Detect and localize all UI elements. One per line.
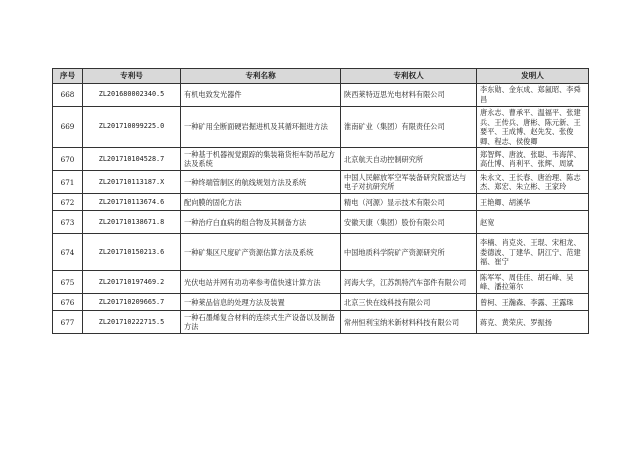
cell-seq: 677 — [53, 311, 83, 334]
cell-patent-number: ZL201710104528.7 — [83, 148, 181, 171]
cell-seq: 668 — [53, 84, 83, 107]
cell-patent-name: 一种治疗白血病的组合物及其制备方法 — [181, 211, 341, 234]
table-row — [53, 84, 589, 107]
cell-seq: 672 — [53, 194, 83, 211]
cell-patent-owner: 北京三快在线科技有限公司 — [341, 294, 477, 311]
cell-patent-number: ZL201710150213.6 — [83, 234, 181, 271]
cell-inventors: 曾柯、王瀚森、李露、王露珠 — [477, 294, 589, 311]
cell-patent-name: 光伏电站并网有功功率参考值快速计算方法 — [181, 271, 341, 294]
table-row — [53, 171, 589, 194]
cell-patent-number: ZL201680002340.5 — [83, 84, 181, 107]
cell-patent-owner: 陕西莱特迈思光电材料有限公司 — [341, 84, 477, 107]
cell-patent-number: ZL201710113187.X — [83, 171, 181, 194]
table-row — [53, 194, 589, 211]
header-patent-owner: 专利权人 — [341, 69, 477, 84]
cell-patent-number: ZL201710197469.2 — [83, 271, 181, 294]
cell-patent-owner: 中国地质科学院矿产资源研究所 — [341, 234, 477, 271]
header-seq: 序号 — [53, 69, 83, 84]
patent-table — [52, 68, 589, 334]
cell-patent-name: 一种终端管制区的航线规划方法及系统 — [181, 171, 341, 194]
cell-inventors: 唐永志、曹承平、温福平、张建兵、王传兵、唐彬、陈元新、王要平、王成博、赵先发、张俊卿、程志、侯俊卿 — [477, 107, 589, 148]
cell-patent-owner: 中国人民解放军空军装备研究院雷达与电子对抗研究所 — [341, 171, 477, 194]
table-row — [53, 234, 589, 271]
cell-patent-name: 一种莱品信息的处理方法及装置 — [181, 294, 341, 311]
cell-patent-name: 一种矿集区尺度矿产资源估算方法及系统 — [181, 234, 341, 271]
cell-patent-number: ZL201710099225.0 — [83, 107, 181, 148]
cell-seq: 674 — [53, 234, 83, 271]
cell-patent-number: ZL201710113674.6 — [83, 194, 181, 211]
cell-patent-number: ZL201710138671.8 — [83, 211, 181, 234]
cell-inventors: 李东勋、金东成、郑氤昭、李舜昌 — [477, 84, 589, 107]
cell-patent-number: ZL201710222715.5 — [83, 311, 181, 334]
cell-seq: 670 — [53, 148, 83, 171]
cell-inventors: 蒋克、黄荣庆、罗振扬 — [477, 311, 589, 334]
cell-seq: 673 — [53, 211, 83, 234]
cell-patent-name: 有机电致发光器件 — [181, 84, 341, 107]
cell-inventors: 陈军军、周佳佳、胡石峰、吴峰、潘拉第尔 — [477, 271, 589, 294]
cell-inventors: 朱永文、王长春、唐治理、陈志杰、郑宏、朱立彬、王家玲 — [477, 171, 589, 194]
table-row — [53, 271, 589, 294]
cell-patent-owner: 河海大学，江苏凯特汽车部件有限公司 — [341, 271, 477, 294]
cell-inventors: 赵宽 — [477, 211, 589, 234]
cell-inventors: 王艳卿、胡溪华 — [477, 194, 589, 211]
cell-patent-number: ZL201710209665.7 — [83, 294, 181, 311]
table-row — [53, 294, 589, 311]
cell-patent-name: 一种基于机器视觉跟踪的集装箱货柜车防吊起方法及系统 — [181, 148, 341, 171]
table-row — [53, 311, 589, 334]
cell-seq: 671 — [53, 171, 83, 194]
cell-inventors: 李楠、肖克炎、王琨、宋相龙、娄德波、丁建华、阴江宁、范建福、崔宁 — [477, 234, 589, 271]
table-header-row — [53, 69, 589, 84]
cell-patent-owner: 北京航天自动控制研究所 — [341, 148, 477, 171]
cell-patent-owner: 淮南矿业（集团）有限责任公司 — [341, 107, 477, 148]
cell-patent-owner: 精电（河源）显示技术有限公司 — [341, 194, 477, 211]
cell-seq: 669 — [53, 107, 83, 148]
cell-patent-owner: 安徽天康（集团）股份有限公司 — [341, 211, 477, 234]
header-patent-number: 专利号 — [83, 69, 181, 84]
header-inventors: 发明人 — [477, 69, 589, 84]
cell-patent-name: 一种石墨烯复合材料的连续式生产设备以及制备方法 — [181, 311, 341, 334]
cell-patent-name: 配向膜的固化方法 — [181, 194, 341, 211]
cell-seq: 676 — [53, 294, 83, 311]
cell-patent-name: 一种矿用全断面硬岩掘进机及其循环掘进方法 — [181, 107, 341, 148]
cell-patent-owner: 常州恒利宝纳米新材料科技有限公司 — [341, 311, 477, 334]
table-row — [53, 211, 589, 234]
table-row — [53, 107, 589, 148]
cell-inventors: 郑智辉、唐波、张聪、韦海萍、高仕博、肖利平、张辉、周斌 — [477, 148, 589, 171]
header-patent-name: 专利名称 — [181, 69, 341, 84]
table-row — [53, 148, 589, 171]
cell-seq: 675 — [53, 271, 83, 294]
